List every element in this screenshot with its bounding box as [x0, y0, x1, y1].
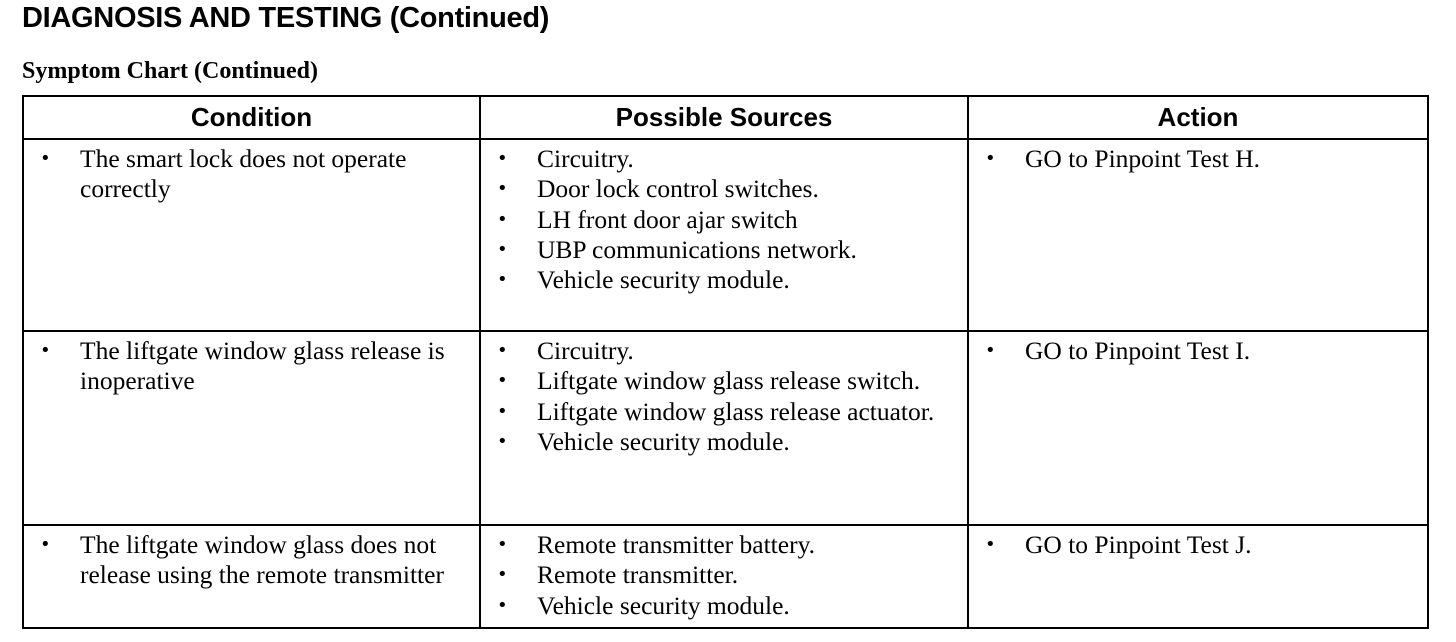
condition-cell	[23, 139, 480, 331]
table-row	[23, 525, 1428, 628]
bullet-icon: •	[497, 178, 508, 200]
condition-text: The liftgate window glass does not release using the remote transmitter	[80, 530, 444, 590]
condition-cell	[23, 331, 480, 525]
source-text: Door lock control switches.	[537, 174, 819, 204]
action-cell	[968, 331, 1428, 525]
sources-cell	[480, 139, 968, 331]
source-text: Vehicle security module.	[537, 265, 790, 295]
source-text: Liftgate window glass release actuator.	[537, 396, 935, 426]
table-row	[23, 139, 1428, 331]
source-text: LH front door ajar switch	[537, 204, 798, 234]
bullet-icon: •	[985, 148, 996, 169]
condition-cell	[23, 525, 480, 628]
list-item	[493, 591, 959, 621]
bullet-icon: •	[497, 370, 508, 392]
condition-text: The smart lock does not operate correctly	[80, 144, 407, 204]
bullet-icon: •	[497, 148, 508, 169]
source-text: UBP communications network.	[537, 234, 857, 264]
source-text: Remote transmitter battery.	[537, 530, 816, 559]
bullet-icon: •	[40, 148, 51, 169]
source-text: Circuitry.	[537, 144, 634, 173]
source-text: Vehicle security module.	[537, 590, 790, 620]
list-item	[493, 205, 959, 235]
list-item	[981, 530, 1419, 560]
list-item	[493, 397, 959, 427]
bullet-icon: •	[40, 534, 51, 555]
list-item	[493, 366, 959, 396]
list-item	[36, 144, 471, 205]
column-header-action: Action	[968, 96, 1428, 139]
symptom-chart-table	[22, 95, 1429, 629]
condition-text: The liftgate window glass release is inoperative	[80, 336, 445, 396]
list-item	[36, 336, 471, 397]
bullet-icon: •	[497, 534, 508, 555]
column-header-condition: Condition	[23, 96, 480, 139]
table-row	[23, 331, 1428, 525]
bullet-icon: •	[985, 534, 996, 555]
list-item	[493, 174, 959, 204]
list-item	[981, 336, 1419, 366]
bullet-icon: •	[497, 269, 508, 291]
list-item	[493, 427, 959, 457]
list-item	[493, 144, 959, 174]
bullet-icon: •	[497, 400, 508, 422]
source-text: Liftgate window glass release switch.	[537, 366, 921, 396]
page-title: DIAGNOSIS AND TESTING (Continued)	[22, 2, 550, 34]
list-item	[981, 144, 1419, 174]
bullet-icon: •	[40, 340, 51, 361]
action-text: GO to Pinpoint Test H.	[1025, 144, 1261, 173]
bullet-icon: •	[497, 594, 508, 616]
action-cell	[968, 139, 1428, 331]
column-header-possible-sources: Possible Sources	[480, 96, 968, 139]
section-title: Symptom Chart (Continued)	[22, 58, 319, 84]
list-item	[493, 530, 959, 560]
list-item	[493, 560, 959, 590]
source-text: Remote transmitter.	[537, 560, 739, 590]
table-header-row	[23, 96, 1428, 139]
source-text: Vehicle security module.	[537, 426, 790, 456]
source-text: Circuitry.	[537, 336, 634, 365]
bullet-icon: •	[497, 564, 508, 586]
sources-cell	[480, 525, 968, 628]
bullet-icon: •	[497, 340, 508, 361]
list-item	[493, 235, 959, 265]
list-item	[36, 530, 471, 591]
action-text: GO to Pinpoint Test I.	[1025, 336, 1251, 365]
bullet-icon: •	[985, 340, 996, 361]
bullet-icon: •	[497, 430, 508, 452]
bullet-icon: •	[497, 208, 508, 230]
list-item	[493, 336, 959, 366]
sources-cell	[480, 331, 968, 525]
action-text: GO to Pinpoint Test J.	[1025, 530, 1252, 559]
list-item	[493, 265, 959, 295]
action-cell	[968, 525, 1428, 628]
bullet-icon: •	[497, 238, 508, 260]
